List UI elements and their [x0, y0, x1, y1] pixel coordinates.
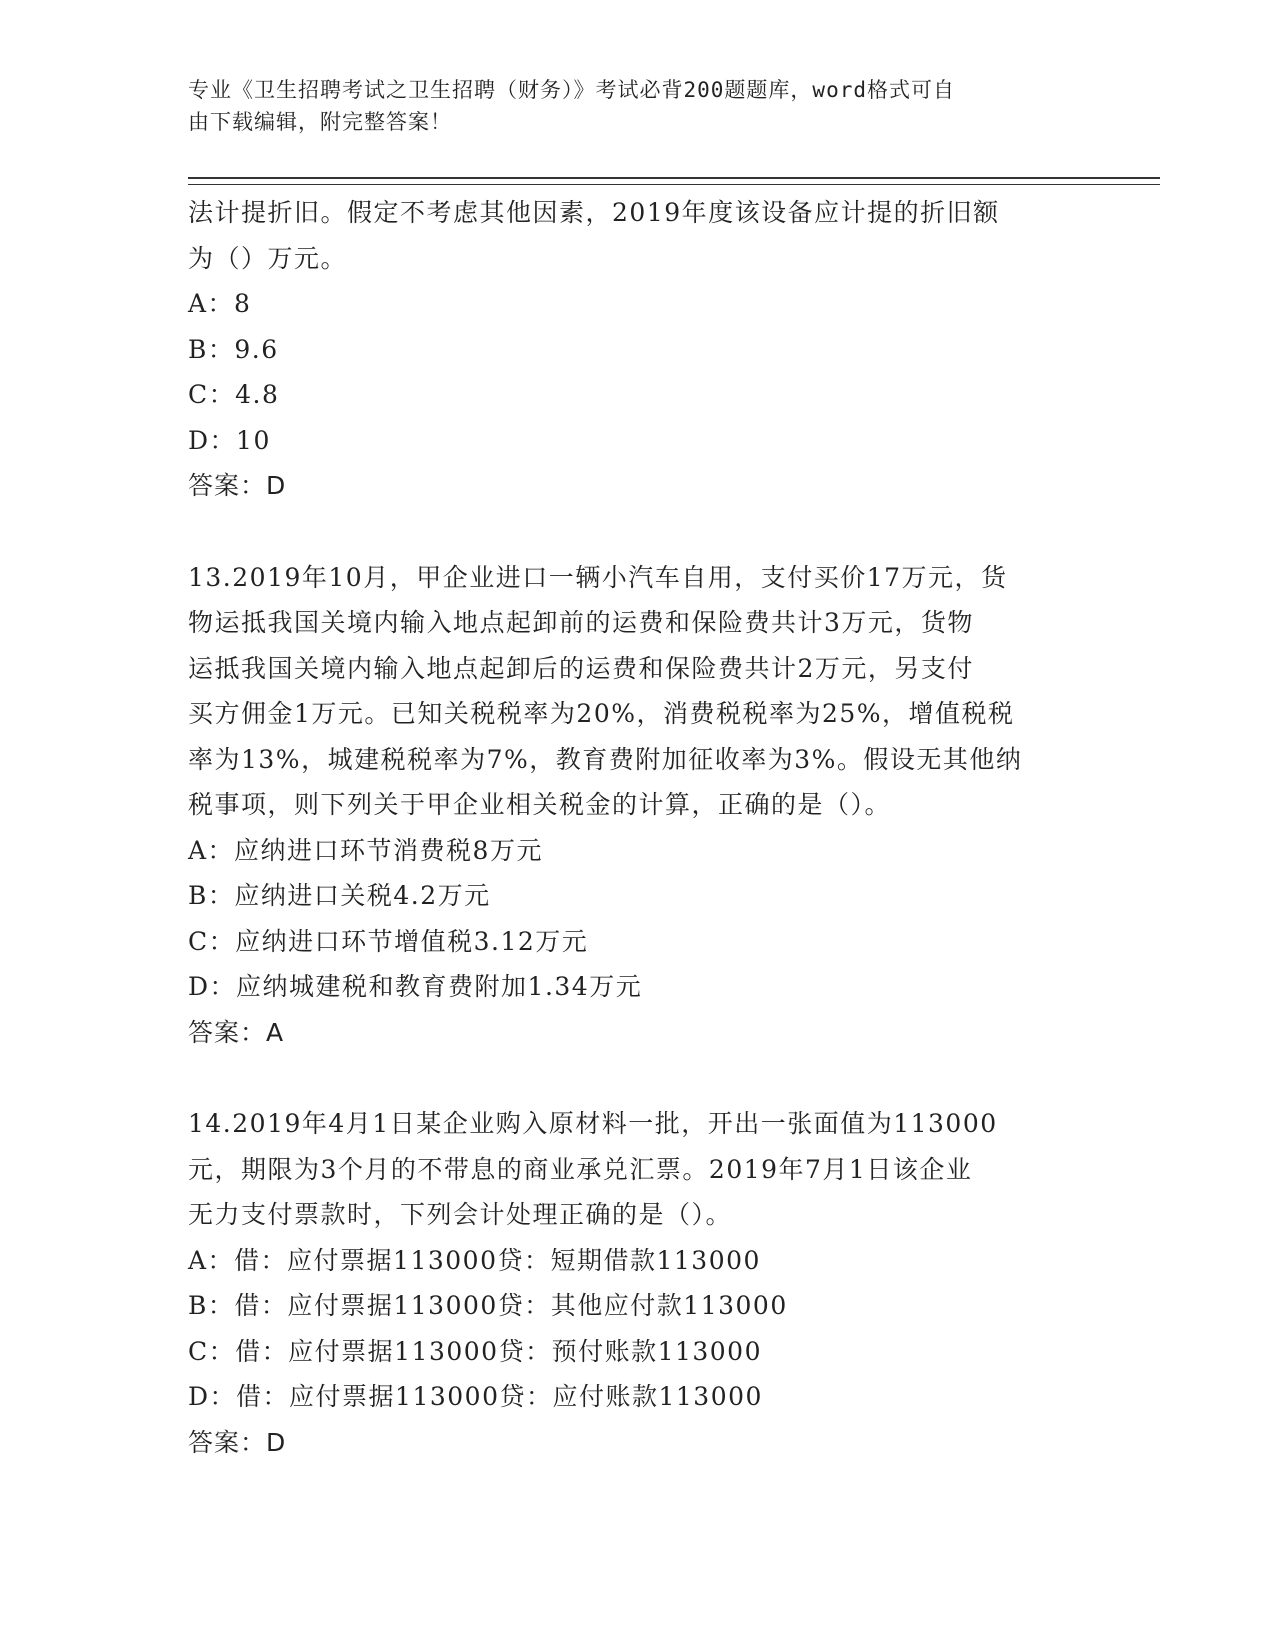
document-body [188, 190, 1098, 1465]
header-divider-thin [188, 184, 1160, 185]
question-stem-line: 13.2019年10月，甲企业进口一辆小汽车自用，支付买价17万元，货 [188, 562, 1008, 592]
header-line-2: 由下载编辑，附完整答案！ [188, 110, 452, 134]
option-c: C：应纳进口环节增值税3.12万元 [188, 926, 589, 956]
answer: 答案：A [188, 1017, 285, 1047]
spacer [188, 1055, 1098, 1101]
answer: 答案：D [188, 471, 287, 500]
page-header [188, 74, 1068, 138]
option-c: C：借：应付票据113000贷：预付账款113000 [188, 1336, 762, 1366]
question-stem-line: 税事项，则下列关于甲企业相关税金的计算，正确的是（）。 [188, 790, 892, 819]
option-d: D：应纳城建税和教育费附加1.34万元 [188, 972, 643, 1001]
option-a: A：应纳进口环节消费税8万元 [188, 835, 543, 865]
option-d: D：借：应付票据113000贷：应付账款113000 [188, 1382, 763, 1411]
option-b: B：借：应付票据113000贷：其他应付款113000 [188, 1291, 788, 1320]
question-13 [188, 555, 1098, 1056]
option-b: B：9.6 [188, 334, 279, 364]
question-14 [188, 1101, 1098, 1465]
answer: 答案：D [188, 1427, 287, 1457]
spacer [188, 509, 1098, 555]
question-stem-line: 法计提折旧。假定不考虑其他因素，2019年度该设备应计提的折旧额 [188, 198, 1000, 227]
question-stem-line: 买方佣金1万元。已知关税税率为20%，消费税税率为25%，增值税税 [188, 699, 1015, 728]
option-a: A：8 [188, 289, 252, 318]
question-stem-line: 为（）万元。 [188, 243, 348, 273]
question-stem-line: 物运抵我国关境内输入地点起卸前的运费和保险费共计3万元，货物 [188, 608, 974, 637]
question-stem-line: 无力支付票款时，下列会计处理正确的是（）。 [188, 1200, 733, 1229]
option-d: D：10 [188, 425, 271, 455]
question-stem-line: 元，期限为3个月的不带息的商业承兑汇票。2019年7月1日该企业 [188, 1154, 973, 1184]
question-stem-line: 运抵我国关境内输入地点起卸后的运费和保险费共计2万元，另支付 [188, 653, 974, 683]
header-divider-thick [188, 177, 1160, 179]
question-12 [188, 190, 1098, 509]
question-stem-line: 14.2019年4月1日某企业购入原材料一批，开出一张面值为113000 [188, 1109, 998, 1138]
question-stem-line: 率为13%，城建税税率为7%，教育费附加征收率为3%。假设无其他纳 [188, 744, 1023, 774]
option-a: A：借：应付票据113000贷：短期借款113000 [188, 1245, 761, 1275]
option-b: B：应纳进口关税4.2万元 [188, 881, 491, 910]
option-c: C：4.8 [188, 380, 280, 409]
header-line-1: 专业《卫生招聘考试之卫生招聘（财务）》考试必背200题题库，word格式可自 [188, 78, 955, 102]
